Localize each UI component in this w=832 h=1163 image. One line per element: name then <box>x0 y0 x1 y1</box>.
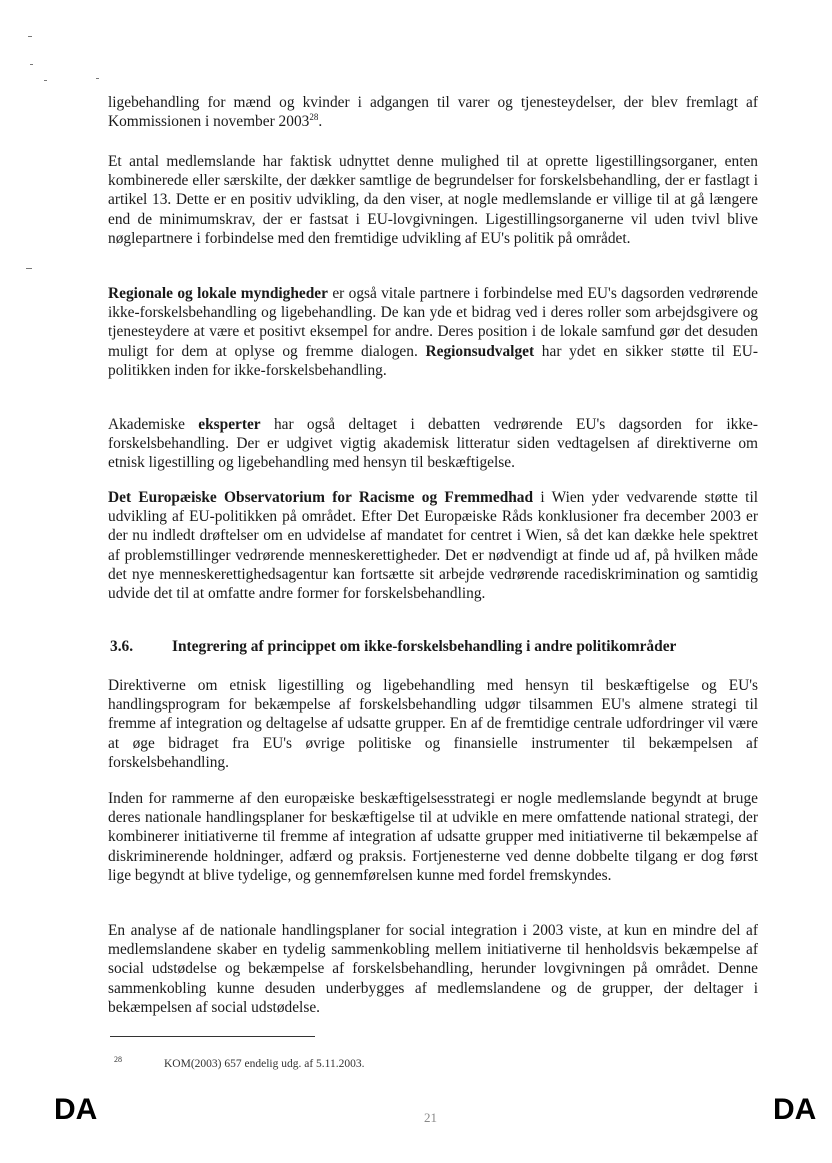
scan-speck <box>96 78 99 79</box>
paragraph-directives: Direktiverne om etnisk ligestilling og ligebehandling med hensyn til beskæftigelse og EU's handlingsprogram for bekæmpelse af forskelsbehandling udgør tilsammen EU's almene strategi til fremme af integration og deltagelse af udsatte grupper. En af de fremtidige centrale udfordringer vil være at øge bidraget fra EU's øvrige politiske og finansielle instrumenter til bekæmpelsen af forskelsbehandling. <box>108 677 758 771</box>
paragraph-text: . <box>318 113 323 131</box>
section-title: Integrering af princippet om ikke-forskelsbehandling i andre politikområder <box>172 638 677 655</box>
footnote-mark: 28 <box>114 1055 122 1064</box>
scan-speck <box>28 36 32 37</box>
scan-speck <box>44 80 47 81</box>
paragraph-text: Akademiske <box>108 416 199 433</box>
paragraph-employment-strategy: Inden for rammerne af den europæiske beskæftigelsesstrategi er nogle medlemslande begyndt at bruge deres nationale handlingsplaner for beskæftigelse til at udvikle en mere omfattende national strategi, der kombinerer initiativerne til fremme af integration af udsatte grupper med initiativerne til bekæmpelse af diskriminerende holdninger, adfærd og praksis. Fortjenesterne ved denne dobbelte tilgang er dog først lige begyndt at blive tydelige, og gennemførelsen kunne med fordel fremskyndes. <box>108 790 758 884</box>
footnote-reference: 28 <box>309 112 319 123</box>
bold-term: Regionale og lokale myndigheder <box>108 285 328 302</box>
language-code-left: DA <box>54 1093 98 1126</box>
footnote-separator <box>110 1036 315 1037</box>
paragraph-text: har ydet en sikker støtte til EU-politikken inden for ikke-forskelsbehandling. <box>108 342 758 379</box>
bold-term: eksperter <box>198 416 261 433</box>
paragraph-text: i Wien yder vedvarende støtte til udvikling af EU-politikken på området. Efter Det Europæiske Råds konklusioner fra december 2003 er der nu indledt drøftelser om en udvidelse af mandatet for centret i Wien, så det kan dække hele spektret af problemstillinger vedrørende menneskerettigheder. Det er nødvendigt at finde ud af, på hvilken måde det nye menneskerettighedsagentur kan fortsætte sit arbejde vedrørende racediskrimination og samtidig udvide det til at omfatte andre former for forskelsbehandling. <box>108 489 758 603</box>
scan-speck <box>26 268 32 269</box>
paragraph-regional-authorities <box>108 284 758 380</box>
paragraph-academic-experts <box>108 415 758 473</box>
paragraph-text: er også vitale partnere i forbindelse med EU's dagsorden vedrørende ikke-forskelsbehandling og ligebehandling. De kan yde et bidrag ved i deres roller som arbejdsgivere og tjenesteydere at være et positivt eksempel for andre. Deres position i de lokale samfund gør det desuden muligt for dem at oplyse og fremme dialogen. <box>108 285 758 360</box>
bold-term: Regionsudvalget <box>425 342 535 360</box>
footnote <box>114 1055 364 1070</box>
paragraph-text: har også deltaget i debatten vedrørende EU's dagsorden for ikke-forskelsbehandling. Der er udgivet vigtig akademisk litteratur siden vedtagelsen af direktiverne om etnisk ligestilling og ligebehandling med hensyn til beskæftigelse. <box>108 416 759 472</box>
footnote-text: KOM(2003) 657 endelig udg. af 5.11.2003. <box>164 1057 365 1070</box>
section-number: 3.6. <box>110 638 134 655</box>
bold-term: Det Europæiske Observatorium for Racisme og Fremmedhad <box>108 489 534 506</box>
paragraph-equality-bodies: Et antal medlemslande har faktisk udnyttet denne mulighed til at oprette ligestillingsorganer, enten kombinerede eller særskilte, der dækker samtlige de begrundelser for forskelsbehandling, der er fastlagt i artikel 13. Dette er en positiv udvikling, da den viser, at nogle medlemslande er villige til at gå længere end de minimumskrav, der er fastsat i EU-lovgivningen. Ligestillingsorganerne vil uden tvivl blive nøglepartnere i forbindelse med den fremtidige udvikling af EU's politik på området. <box>108 153 758 247</box>
paragraph-social-inclusion: En analyse af de nationale handlingsplaner for social integration i 2003 viste, at kun en mindre del af medlemslandene skaber en tydelig sammenkobling mellem initiativerne til henholdsvis bekæmpelse af social udstødelse og bekæmpelse af forskelsbehandling, herunder lovgivningen på området. Denne sammenkobling kunne desuden underbygges af medlemslandene og de grupper, der deltager i bekæmpelsen af social udstødelse. <box>108 922 758 1016</box>
paragraph-text: ligebehandling for mænd og kvinder i adgangen til varer og tjenesteydelser, der blev fremlagt af Kommissionen i november 2003 <box>108 94 758 131</box>
scan-speck <box>30 64 33 65</box>
page-number: 21 <box>424 1110 437 1125</box>
language-code-right: DA <box>773 1093 817 1126</box>
section-heading <box>110 638 760 656</box>
paragraph-continuation <box>108 93 758 131</box>
paragraph-observatory <box>108 488 758 603</box>
